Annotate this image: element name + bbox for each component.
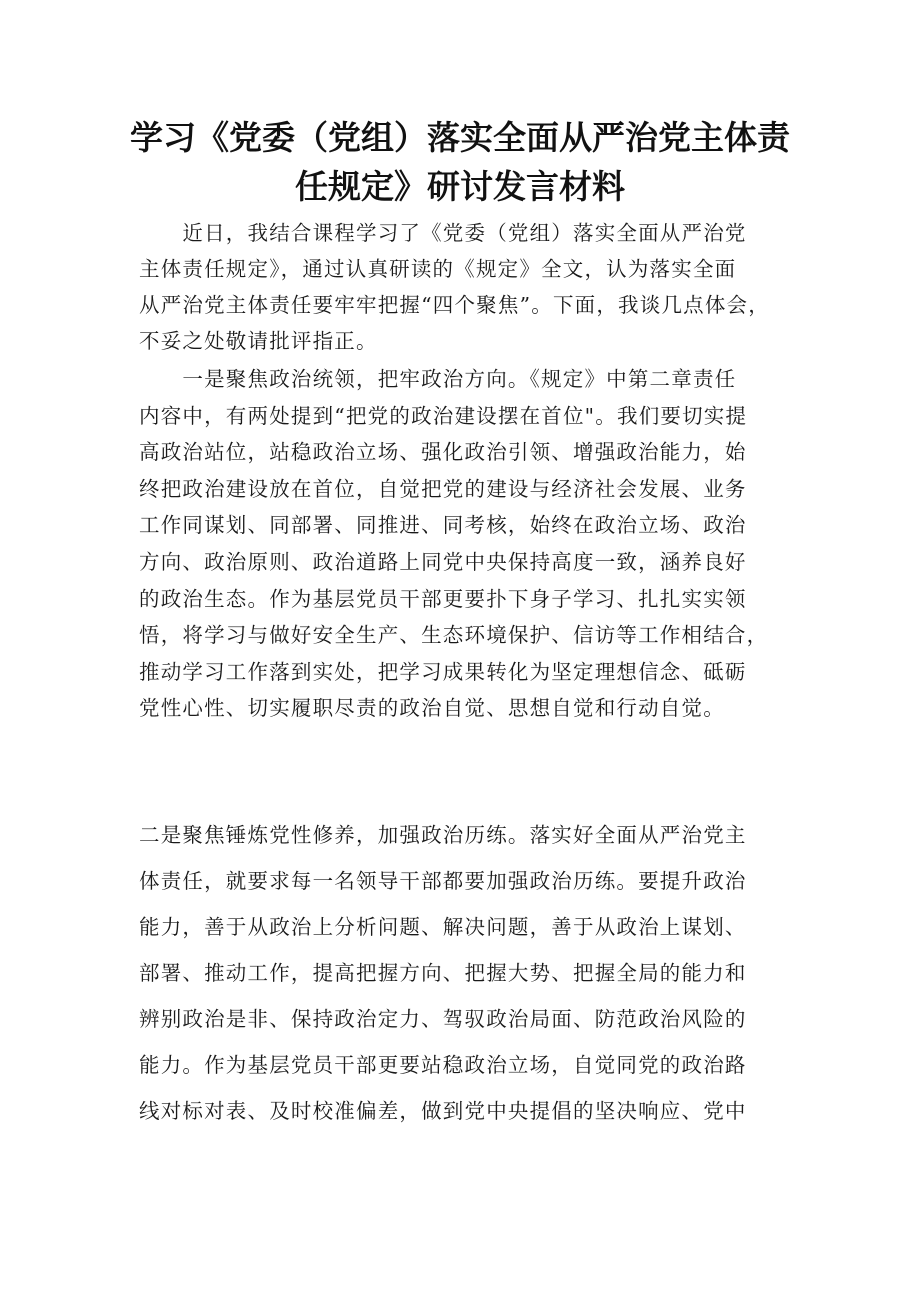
text-line: 终把政治建设放在首位，自觉把党的建设与经济社会发展、业务 xyxy=(139,476,747,501)
text-line: 部署、推动工作，提高把握方向、把握大势、把握全局的能力和 xyxy=(139,961,747,985)
text-line: 党性心性、切实履职尽责的政治自觉、思想自觉和行动自觉。 xyxy=(139,696,725,721)
text-line: 能力，善于从政治上分析问题、解决问题，善于从政治上谋划、 xyxy=(139,915,747,939)
text-line: 近日，我结合课程学习了《党委（党组）落实全面从严治党 xyxy=(139,221,747,245)
title-line: 学习《党委（党组）落实全面从严治党主体责 xyxy=(130,118,790,157)
paragraph-point-one xyxy=(139,361,794,727)
text-line: 能力。作为基层党员干部更要站稳政治立场，自觉同党的政治路 xyxy=(139,1053,747,1077)
text-line: 从严治党主体责任要牢牢把握“四个聚焦”。下面，我谈几点体会， xyxy=(139,293,770,317)
paragraph-point-two xyxy=(139,812,794,1134)
paragraph-intro xyxy=(139,215,794,359)
text-line: 高政治站位，站稳政治立场、强化政治引领、增强政治能力，始 xyxy=(139,440,747,465)
document-title xyxy=(110,113,810,211)
text-line: 体责任，就要求每一名领导干部都要加强政治历练。要提升政治 xyxy=(139,869,747,893)
text-line: 线对标对表、及时校准偏差，做到党中央提倡的坚决响应、党中 xyxy=(139,1099,747,1123)
text-line: 不妥之处敬请批评指正。 xyxy=(139,329,378,353)
title-line: 任规定》研讨发言材料 xyxy=(295,167,625,206)
text-line: 主体责任规定》，通过认真研读的《规定》全文，认为落实全面 xyxy=(139,257,737,281)
text-line: 二是聚焦锤炼党性修养，加强政治历练。落实好全面从严治党主 xyxy=(139,823,747,847)
text-line: 内容中，有两处提到“把党的政治建设摆在首位"。我们要切实提 xyxy=(139,403,748,428)
text-line: 方向、政治原则、政治道路上同党中央保持高度一致，涵养良好 xyxy=(139,549,747,574)
text-line: 悟，将学习与做好安全生产、生态环境保护、信访等工作相结合， xyxy=(139,623,769,648)
text-line: 辨别政治是非、保持政治定力、驾驭政治局面、防范政治风险的 xyxy=(139,1007,747,1031)
text-line: 工作同谋划、同部署、同推进、同考核，始终在政治立场、政治 xyxy=(139,513,747,538)
text-line: 一是聚焦政治统领，把牢政治方向。《规定》中第二章责任 xyxy=(139,367,737,391)
text-line: 的政治生态。作为基层党员干部更要扑下身子学习、扎扎实实领 xyxy=(139,586,747,611)
text-line: 推动学习工作落到实处，把学习成果转化为坚定理想信念、砥砺 xyxy=(139,659,747,684)
